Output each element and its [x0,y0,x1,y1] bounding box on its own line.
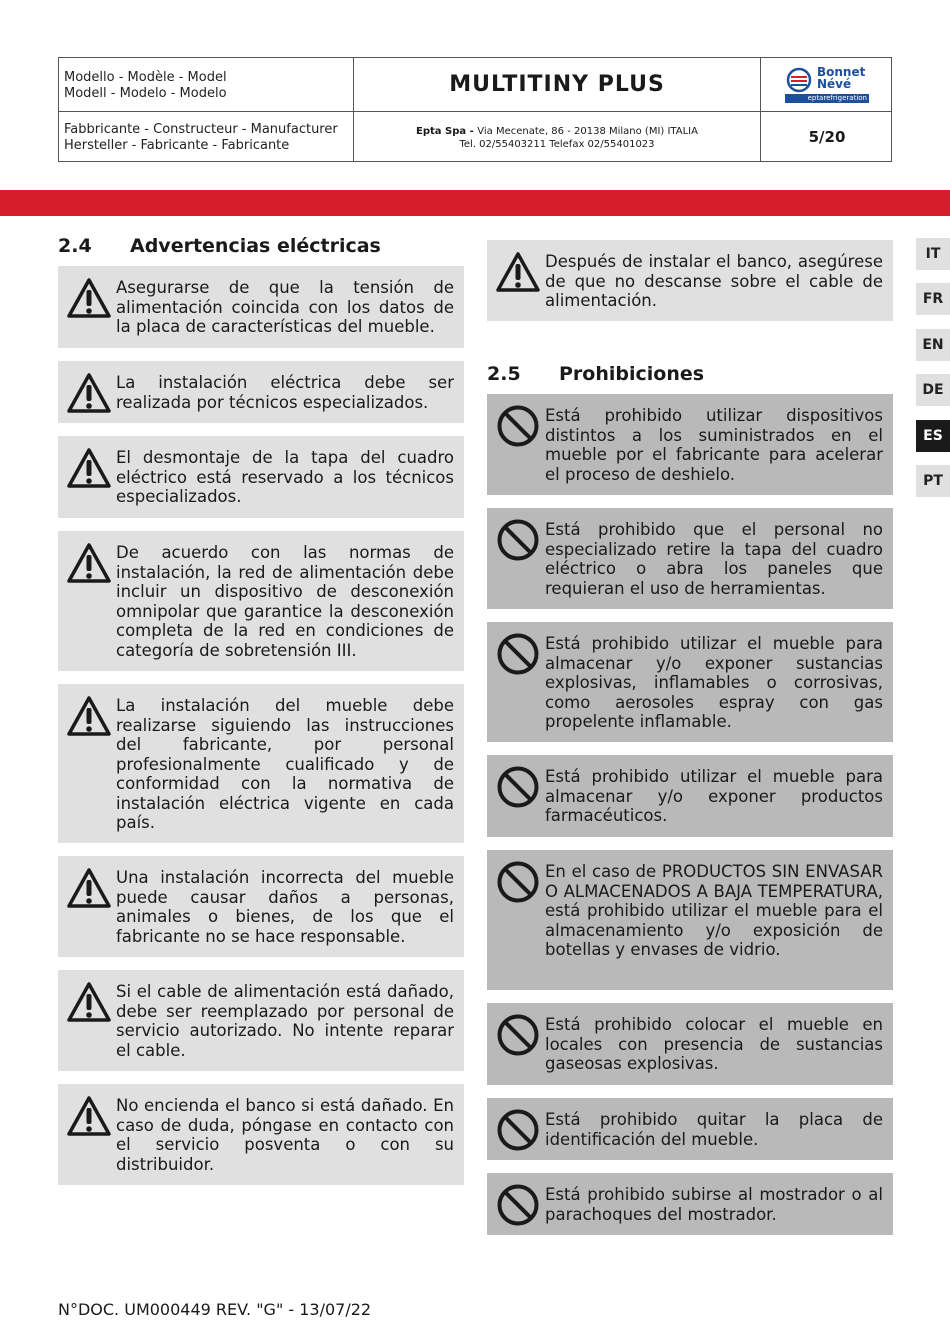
item-text: Está prohibido que el personal no especializado retire la tapa del cuadro eléctrico o abra los paneles que requieran el uso de herramientas. [545,520,883,598]
prohibition-sign-icon [495,765,541,809]
language-tab-es[interactable]: ES [916,420,950,452]
item-text: No encienda el banco si está dañado. En caso de duda, póngase en contacto con el servicio posventa o con su distribuidor. [116,1096,454,1174]
warning-box [58,1084,464,1185]
document-header [58,57,892,162]
warning-triangle-icon [66,866,112,910]
prohibition-sign-icon [495,1013,541,1057]
section-title-prohibitions: 2.5 Prohibiciones [487,363,705,385]
prohibition-box [487,1173,893,1235]
item-text: Está prohibido utilizar dispositivos distintos a los suministrados en el mueble por el fabricante para acelerar el proceso de deshielo. [545,406,883,484]
item-text: Una instalación incorrecta del mueble puede causar daños a personas, animales o bienes, de los que el fabricante no se hace responsable. [116,868,454,946]
item-text: Está prohibido subirse al mostrador o al parachoques del mostrador. [545,1185,883,1224]
prohibition-sign-icon [495,1108,541,1152]
warning-box [58,361,464,423]
prohibition-box [487,394,893,495]
prohibition-sign-icon [495,860,541,904]
document-number: N°DOC. UM000449 REV. "G" - 13/07/22 [58,1300,372,1319]
warning-box [58,684,464,843]
prohibition-box [487,850,893,990]
prohibition-sign-icon [495,632,541,676]
item-text: De acuerdo con las normas de instalación, la red de alimentación debe incluir un dispositivo de desconexión omnipolar que garantice la desconexión completa de la red en condiciones de categoría de sobretensión III. [116,543,454,660]
warning-triangle-icon [66,541,112,585]
section-title-electrical: 2.4 Advertencias eléctricas [58,235,381,257]
warning-triangle-icon [66,276,112,320]
item-text: Asegurarse de que la tensión de alimentación coincida con los datos de la placa de características del mueble. [116,278,454,336]
warning-triangle-icon [66,694,112,738]
language-tab-de[interactable]: DE [916,374,950,406]
item-text: Está prohibido quitar la placa de identificación del mueble. [545,1110,883,1149]
item-text: Está prohibido utilizar el mueble para almacenar y/o exponer sustancias explosivas, inflamables o corrosivas, como aerosoles espray con gas propelente inflamable. [545,634,883,731]
item-text: En el caso de PRODUCTOS SIN ENVASAR O ALMACENADOS A BAJA TEMPERATURA, está prohibido utilizar el mueble para el almacenamiento y/o exposición de botellas y envases de vidrio. [545,862,883,959]
prohibition-box [487,1003,893,1085]
warning-triangle-icon [66,1094,112,1138]
item-text: Si el cable de alimentación está dañado, debe ser reemplazado por personal de servicio autorizado. No intente reparar el cable. [116,982,454,1060]
warning-box [58,531,464,671]
red-band [0,190,950,216]
item-text: Está prohibido colocar el mueble en locales con presencia de sustancias gaseosas explosivas. [545,1015,883,1073]
language-tab-it[interactable]: IT [916,238,950,270]
manufacturer-label: Fabbricante - Constructeur - Manufacturer Hersteller - Fabricante - Fabricante [64,122,338,153]
warning-triangle-icon [66,980,112,1024]
language-tab-fr[interactable]: FR [916,283,950,315]
manufacturer-address: Epta Spa - Via Mecenate, 86 - 20138 Milano (MI) ITALIA Tel. 02/55403211 Telefax 02/55401023 [416,126,698,150]
warning-box [58,436,464,518]
page-number: 5/20 [808,128,846,146]
warning-triangle-icon [66,446,112,490]
prohibition-box [487,508,893,609]
warning-box [58,266,464,348]
warning-box [58,856,464,957]
warning-box [58,970,464,1071]
warning-box [487,240,893,321]
prohibition-box [487,755,893,837]
item-text: El desmontaje de la tapa del cuadro eléctrico está reservado a los técnicos especializados. [116,448,454,506]
prohibition-box [487,622,893,742]
prohibition-box [487,1098,893,1160]
language-tab-pt[interactable]: PT [916,465,950,497]
item-text: La instalación eléctrica debe ser realizada por técnicos especializados. [116,373,454,412]
prohibition-sign-icon [495,404,541,448]
item-text: La instalación del mueble debe realizarse siguiendo las instrucciones del fabricante, por personal profesionalmente cualificado y de conformidad con la normativa de instalación eléctrica vigente en cada país. [116,696,454,832]
prohibition-sign-icon [495,518,541,562]
logo-mark-icon [785,66,815,94]
model-label: Modello - Modèle - Model Modell - Modelo - Modelo [64,70,227,101]
document-title: MULTITINY PLUS [449,72,665,97]
warning-triangle-icon [495,250,541,294]
prohibition-sign-icon [495,1183,541,1227]
warning-triangle-icon [66,371,112,415]
item-text: Después de instalar el banco, asegúrese de que no descanse sobre el cable de alimentación. [545,252,883,310]
brand-logo: Bonnet Névé eptarefrigeration [761,58,893,111]
language-tab-en[interactable]: EN [916,329,950,361]
item-text: Está prohibido utilizar el mueble para almacenar y/o exponer productos farmacéuticos. [545,767,883,825]
